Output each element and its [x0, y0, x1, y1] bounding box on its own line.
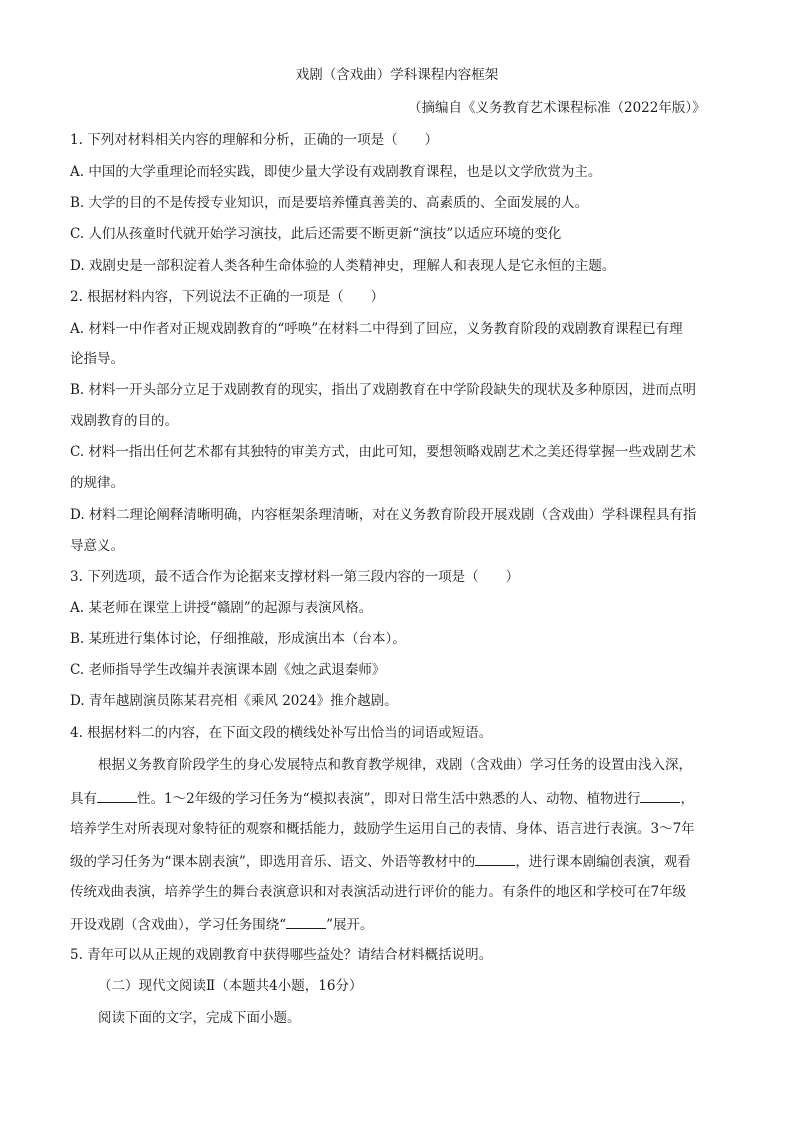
- passage-line-3: 培养学生对所表现对象特征的观察和概括能力，鼓励学生运用自己的表情、身体、语言进行表演。3～7年: [70, 821, 695, 837]
- question-3-option-d: D. 青年越剧演员陈某君亮相《乘风 2024》推介越剧。: [70, 693, 398, 709]
- question-2-option-a: A. 材料一中作者对正规戏剧教育的“呼唤”在材料二中得到了回应，义务教育阶段的戏剧教育课程已有理: [70, 321, 683, 337]
- passage-line-5: 传统戏曲表演，培养学生的舞台表演意识和对表演活动进行评价的能力。有条件的地区和学校可在7年级: [70, 884, 687, 900]
- blank-1[interactable]: [97, 788, 137, 803]
- source-note: （摘编自《义务教育艺术课程标准（2022年版）》: [408, 100, 706, 116]
- section-heading: （二）现代文阅读Ⅱ（本题共4小题，16分）: [98, 978, 363, 994]
- question-2-option-c-cont: 的规律。: [70, 475, 124, 491]
- question-1-stem: 1. 下列对材料相关内容的理解和分析，正确的一项是（ ）: [70, 132, 439, 148]
- blank-2[interactable]: [640, 788, 680, 803]
- passage-line-4: 级的学习任务为“课本剧表演”，即选用音乐、语文、外语等教材中的 ，进行课本剧编创表演，观看: [70, 851, 691, 871]
- framework-title: 戏剧（含戏曲）学科课程内容框架: [295, 67, 499, 83]
- question-1-option-d: D. 戏剧史是一部积淀着人类各种生命体验的人类精神史，理解人和表现人是它永恒的主题。: [70, 258, 616, 274]
- question-3-stem: 3. 下列选项，最不适合作为论据来支撑材料一第三段内容的一项是（ ）: [70, 569, 520, 585]
- question-2-option-c: C. 材料一指出任何艺术都有其独特的审美方式，由此可知，要想领略戏剧艺术之美还得掌握一些戏剧艺术: [70, 444, 696, 460]
- question-4-stem: 4. 根据材料二的内容，在下面文段的横线处补写出恰当的词语或短语。: [70, 725, 493, 741]
- question-3-option-a: A. 某老师在课堂上讲授“赣剧”的起源与表演风格。: [70, 600, 373, 616]
- question-1-option-a: A. 中国的大学重理论而轻实践，即使少量大学设有戏剧教育课程，也是以文学欣赏为主。: [70, 164, 602, 180]
- passage-line-2: 具有 性。1～2年级的学习任务为“模拟表演”，即对日常生活中熟悉的人、动物、植物进行 ，: [70, 788, 694, 808]
- question-3-option-c: C. 老师指导学生改编并表演课本剧《烛之武退秦师》: [70, 662, 386, 678]
- question-2-option-d-cont: 导意义。: [70, 538, 124, 554]
- question-2-option-a-cont: 论指导。: [70, 351, 124, 367]
- question-1-option-b: B. 大学的目的不是传授专业知识，而是要培养懂真善美的、高素质的、全面发展的人。: [70, 195, 589, 211]
- reading-instruction: 阅读下面的文字，完成下面小题。: [98, 1010, 301, 1026]
- question-2-stem: 2. 根据材料内容，下列说法不正确的一项是（ ）: [70, 289, 385, 305]
- blank-4[interactable]: [286, 914, 326, 929]
- question-2-option-b-cont: 戏剧教育的目的。: [70, 413, 178, 429]
- blank-3[interactable]: [475, 851, 515, 866]
- question-1-option-c: C. 人们从孩童时代就开始学习演技，此后还需要不断更新“演技”以适应环境的变化: [70, 226, 562, 242]
- question-2-option-d: D. 材料二理论阐释清晰明确，内容框架条理清晰，对在义务教育阶段开展戏剧（含戏曲）学科课程具有指: [70, 507, 697, 523]
- question-2-option-b: B. 材料一开头部分立足于戏剧教育的现实，指出了戏剧教育在中学阶段缺失的现状及多种原因，进而点明: [70, 382, 697, 398]
- passage-line-6: 开设戏剧（含戏曲），学习任务围绕“ ”展开。: [70, 914, 374, 934]
- question-5-stem: 5. 青年可以从正规的戏剧教育中获得哪些益处？请结合材料概括说明。: [70, 947, 493, 963]
- question-3-option-b: B. 某班进行集体讨论，仔细推敲，形成演出本（台本）。: [70, 631, 406, 647]
- passage-line-1: 根据义务教育阶段学生的身心发展特点和教育教学规律，戏剧（含戏曲）学习任务的设置由浅入深，: [98, 757, 692, 773]
